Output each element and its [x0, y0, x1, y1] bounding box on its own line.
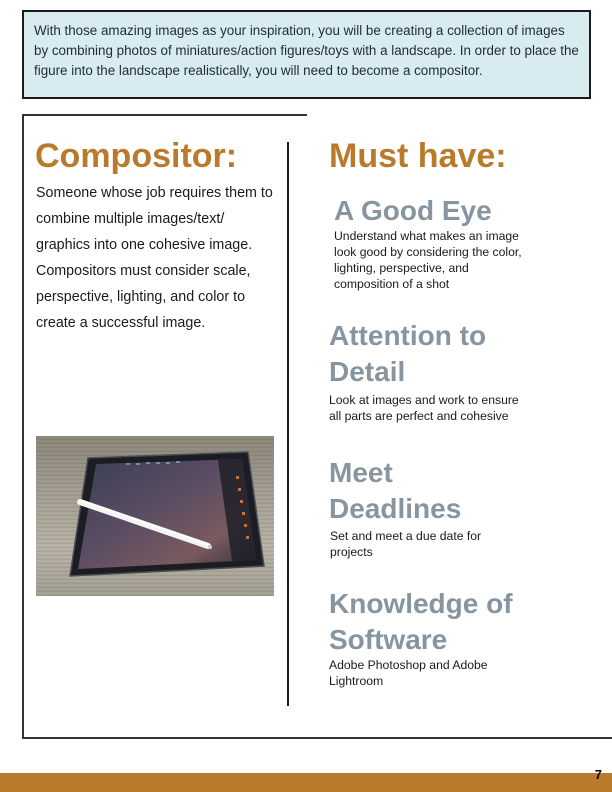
skill-desc-attention-to-detail: Look at images and work to ensure all parts are perfect and cohesive	[329, 393, 519, 423]
footer-bar	[0, 773, 612, 792]
skill-title-good-eye: A Good Eye	[334, 195, 492, 226]
skill-desc-good-eye: Understand what makes an image look good by considering the color, lighting, perspective, and composition of a shot	[334, 229, 522, 291]
skill-desc-meet-deadlines: Set and meet a due date for projects	[330, 529, 482, 559]
skill-desc-knowledge-of-software: Adobe Photoshop and Adobe Lightroom	[329, 658, 488, 688]
skill-title-knowledge-of-software: Knowledge of Software	[329, 588, 513, 655]
frame-top-border	[22, 114, 307, 116]
frame-bottom-border	[22, 737, 612, 739]
column-divider	[287, 142, 289, 706]
compositor-heading: Compositor:	[35, 137, 238, 175]
tablet-with-stylus-image	[36, 436, 274, 596]
frame-left-border	[22, 114, 24, 738]
skill-title-attention-to-detail: Attention to Detail	[329, 320, 487, 387]
page-number: 7	[594, 767, 602, 782]
tablet-illustration	[36, 436, 274, 596]
skill-title-meet-deadlines: Meet Deadlines	[329, 457, 462, 524]
compositor-definition: Someone whose job requires them to combine multiple images/text/ graphics into one cohesive image. Compositors must consider scale, perspective, lighting, and color to create a successful image.	[36, 185, 273, 331]
intro-box	[22, 10, 591, 99]
intro-text: With those amazing images as your inspiration, you will be creating a collection of images by combining photos of miniatures/action figures/toys with a landscape. In order to place the figure into the landscape realistically, you will need to become a compositor.	[34, 23, 579, 78]
must-have-heading: Must have:	[329, 137, 507, 175]
